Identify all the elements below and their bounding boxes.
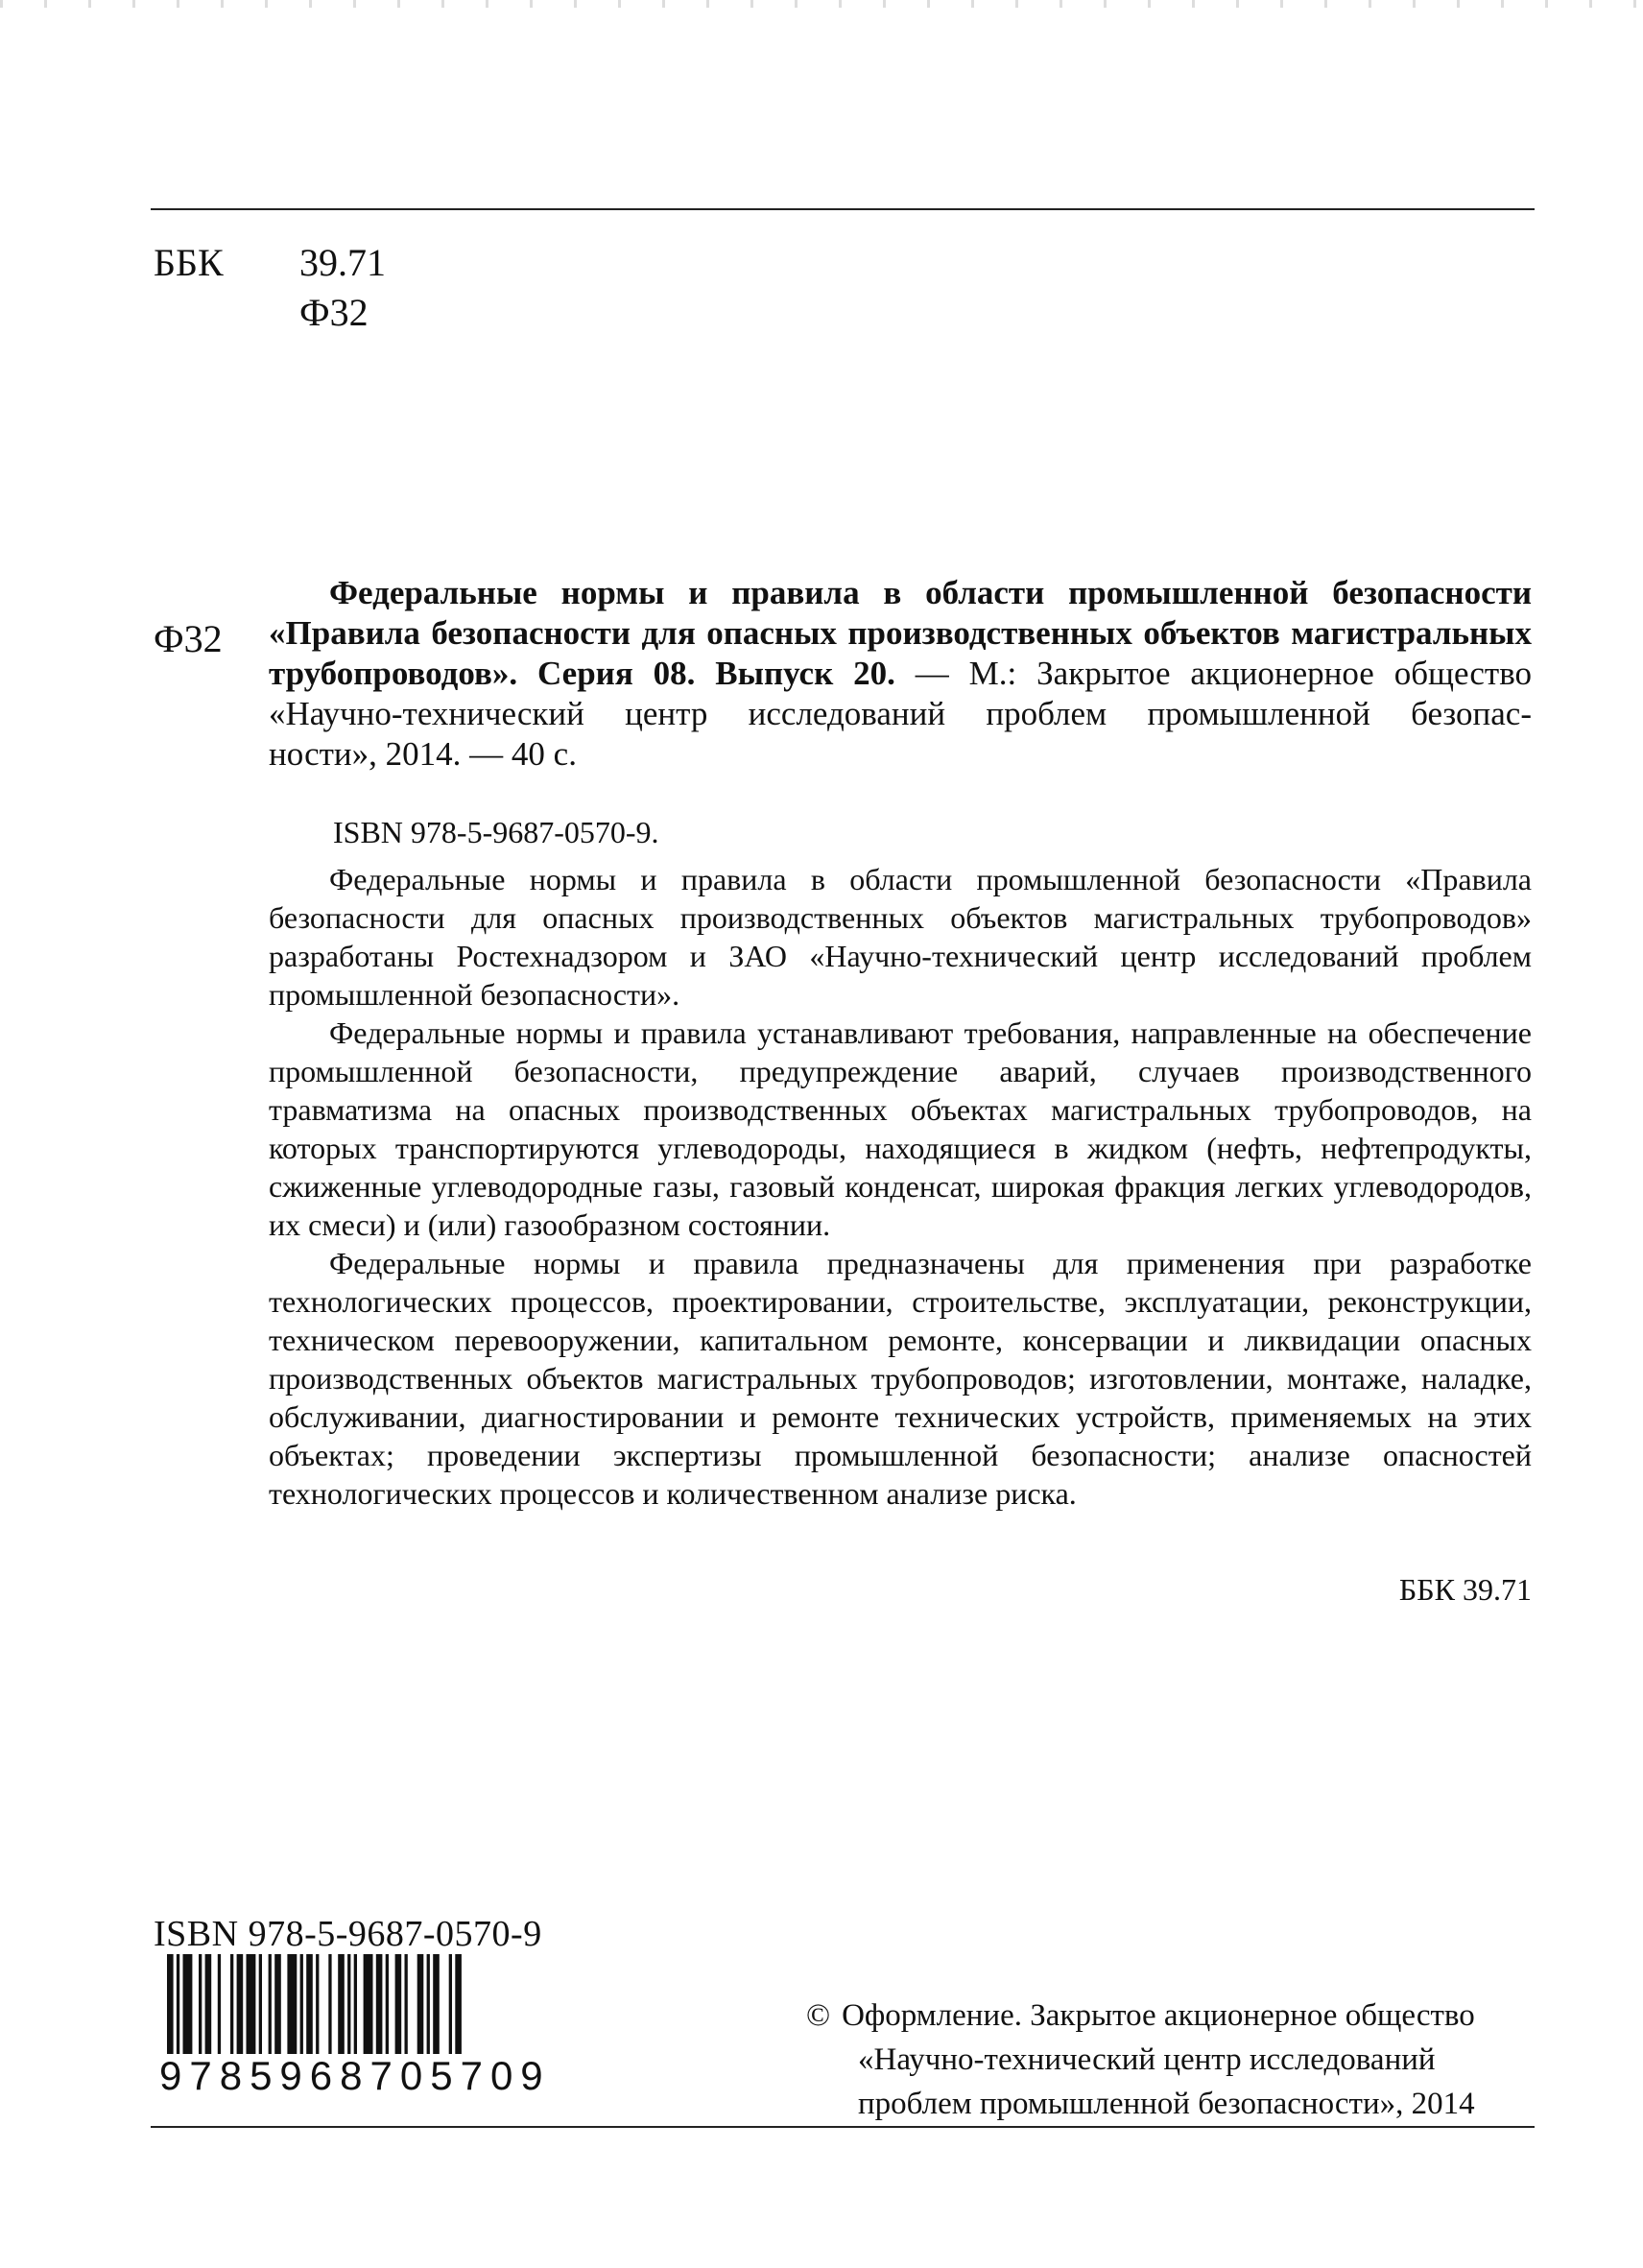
copyright-text: Оформление. Закрытое акционерное общество (842, 1998, 1475, 2033)
annotation-paragraph: Федеральные нормы и правила предназначены для применения при разработке технологических процессов, проектировании, строительстве, эксплуатации, реконструкции, техническом перевооружении, капитальном ремонте, консервации и ликвидации опасных производственных объектов магистральных трубопроводов; изготовлении, монтаже, наладке, обслуживании, диагностировании и ремонте технических устройств, применяемых на этих объектах; проведении экспертизы промышленной безопасности; анализе опасностей технологических процессов и количественном анализе риска. (269, 1246, 1532, 1511)
barcode-bar (218, 1954, 221, 2058)
copyright-line: проблем промышленной безопасности», 2014 (858, 2087, 1475, 2121)
barcode-bar (183, 1954, 193, 2058)
copyright-line: «Научно-технический центр исследований (858, 2042, 1436, 2077)
entry-line (269, 654, 1532, 694)
barcode-bar (269, 1954, 272, 2058)
bbk-footer-code: ББК 39.71 (1398, 1572, 1532, 1607)
bbk-codes (299, 238, 491, 338)
barcode-bar (300, 1954, 303, 2058)
bibliographic-entry (269, 573, 1532, 775)
annotation (269, 860, 1532, 1513)
barcode-bar (205, 1954, 212, 2058)
entry-title-part: «Правила безопасности для опасных производственных объектов магистральных (269, 614, 1532, 652)
entry-line (269, 734, 1532, 775)
bbk-label: ББК (154, 241, 224, 284)
author-sign-code: Ф32 (299, 291, 369, 334)
barcode-bar (376, 1954, 383, 2058)
barcode-bar (199, 1954, 202, 2058)
barcode-bar (427, 1954, 430, 2058)
top-rule (151, 208, 1535, 210)
entry-side-code: Ф32 (154, 617, 223, 660)
annotation-paragraph: Федеральные нормы и правила в области промышленной безопасности «Правила безопасности для опасных производственных объектов магистральных трубопроводов» разработаны Ростехнадзором и ЗАО «Научно-технический центр исследований проблем промышленной безопасности». (269, 862, 1532, 1012)
entry-publisher-part: — М.: Закрытое акционерное общество (894, 655, 1533, 692)
barcode-bar (417, 1954, 424, 2058)
entry-title-part: трубопроводов». Серия 08. Выпуск 20. (269, 655, 895, 692)
scan-noise-top (0, 0, 1643, 8)
copyright-symbol: © (806, 1998, 831, 2033)
barcode-bar (395, 1954, 402, 2058)
entry-imprint-part: ности», 2014. — 40 с. (269, 735, 577, 773)
barcode-bar (386, 1954, 389, 2058)
barcode-bar (247, 1954, 256, 2058)
entry-line (269, 613, 1532, 654)
entry-publisher-part: «Научно-технический центр исследований проблем промышленной безопас- (269, 695, 1532, 732)
barcode-isbn-label: ISBN 978-5-9687-0570-9 (154, 1914, 542, 1954)
bbk-code: 39.71 (299, 241, 386, 284)
copyright-line (806, 1993, 1532, 2038)
barcode-bar (354, 1954, 357, 2058)
barcode-bar (274, 1954, 281, 2058)
barcode-bar (287, 1954, 297, 2058)
barcode-bar (347, 1954, 350, 2058)
barcode-digits: 9785968705709 (159, 2053, 551, 2098)
entry-title-part: Федеральные нормы и правила в области промышленной безопасности (329, 574, 1532, 611)
bottom-rule (151, 2126, 1535, 2128)
barcode-bar (405, 1954, 408, 2058)
copyright-notice (806, 1993, 1532, 2126)
barcode-bar (364, 1954, 373, 2058)
barcode-bar (338, 1954, 345, 2058)
entry-line (269, 573, 1532, 613)
barcode-bar (237, 1954, 244, 2058)
barcode-bar (306, 1954, 313, 2058)
barcode-bar (259, 1954, 262, 2058)
barcode-bar (449, 1954, 452, 2058)
entry-line (269, 694, 1532, 734)
barcode-bar (230, 1954, 233, 2058)
entry-isbn: ISBN 978-5-9687-0570-9. (333, 815, 659, 849)
barcode-bar (433, 1954, 440, 2058)
annotation-paragraph: Федеральные нормы и правила устанавливают требования, направленные на обеспечение промышленной безопасности, предупреждение аварий, случаев производственного травматизма на опасных производственных объектах магистральных трубопроводов, на которых транспортируются углеводороды, находящиеся в жидком (нефть, нефтепродукты, сжиженные углеводородные газы, газовый конденсат, широкая фракция легких углеводородов, их смеси) и (или) газообразном состоянии. (269, 1015, 1532, 1242)
